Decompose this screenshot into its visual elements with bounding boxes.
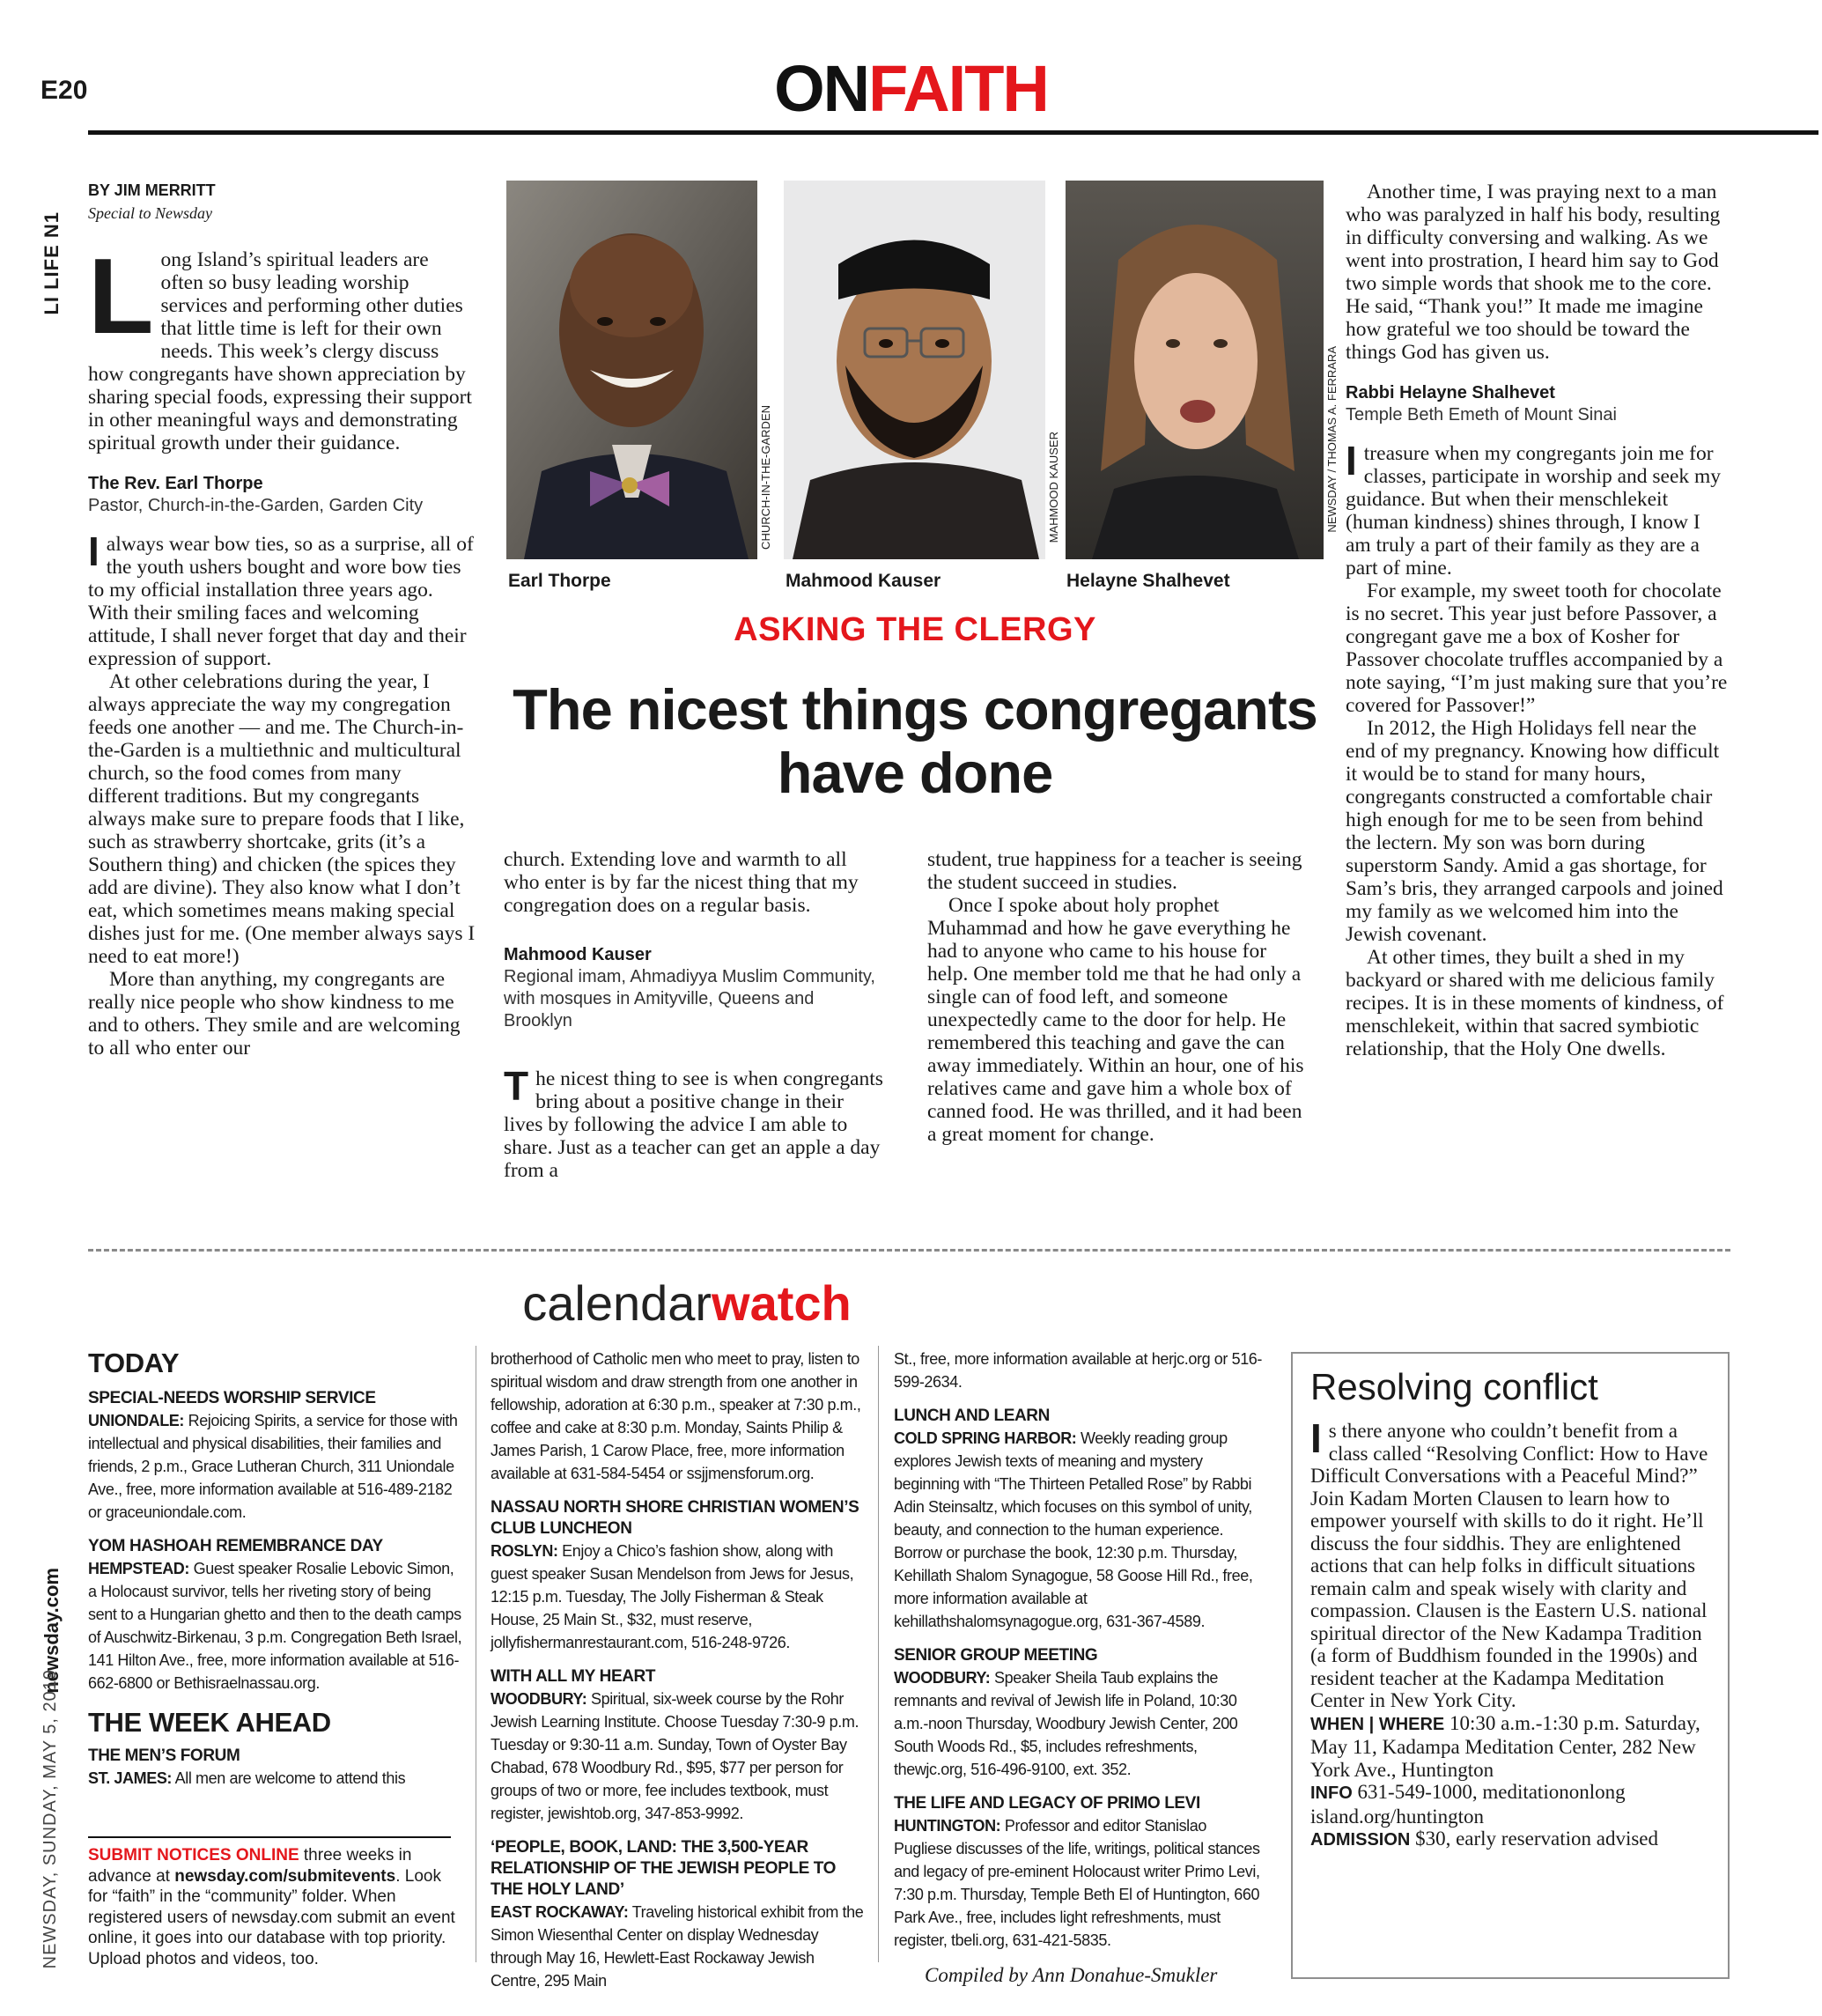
compiled-credit: Compiled by Ann Donahue-Smukler (925, 1964, 1218, 1986)
paragraph: The nicest thing to see is when congregants bring about a positive change in their lives by following the advice I am able to share. Just as a teacher can get an apple a day from a (504, 1063, 883, 1182)
calendar-title-b: watch (712, 1275, 852, 1331)
submit-heading: SUBMIT NOTICES ONLINE (88, 1846, 299, 1865)
section-masthead (0, 52, 1822, 125)
calendar-column-2 (491, 1348, 865, 1992)
submit-link[interactable]: newsday.com/submitevents (174, 1866, 396, 1886)
clergy-role-thorpe: Pastor, Church-in-the-Garden, Garden City (88, 496, 424, 515)
photo-caption: Mahmood Kauser (786, 571, 941, 591)
side-site-label: newsday.com (41, 1568, 63, 1694)
article-column-2 (504, 848, 886, 1182)
event-title: THE LIFE AND LEGACY OF PRIMO LEVI (894, 1794, 1200, 1813)
event-listing: WOODBURY: Spiritual, six-week course by the Rohr Jewish Learning Institute. Choose Tuesday 7:30-9 p.m. Tuesday or 9:30-11 a.m. Sunday, Town of Oyster Bay Chabad, 678 Woodbury Rd., $95, $77 per person for groups of two or more, fee includes textbook, must register, jewishtob.org, 347-853-9992. (491, 1690, 859, 1822)
event-title: LUNCH AND LEARN (894, 1407, 1050, 1425)
masthead-faith: FAITH (868, 52, 1048, 125)
event-title: YOM HASHOAH REMEMBRANCE DAY (88, 1537, 383, 1555)
calendar-column-1 (88, 1346, 462, 1790)
calendar-section-today: TODAY (88, 1348, 180, 1378)
paragraph: For example, my sweet tooth for chocolate is no secret. This year just before Passover, a congregant gave me a box of Kosher for Passover chocolate truffles accompanied by a note saying, “I’m just making sure that you’re covered for Passover!” (1346, 580, 1728, 717)
paragraph: At other times, they built a shed in my backyard or shared with me delicious family recipes. It is in these moments of kindness, of menschlekeit, within that sacred symbiotic relationship, that the Holy One dwells. (1346, 946, 1724, 1060)
column-rule (878, 1346, 879, 1962)
clergy-name-shalhevet: Rabbi Helayne Shalhevet (1346, 383, 1555, 402)
event-title: SPECIAL-NEEDS WORSHIP SERVICE (88, 1389, 376, 1407)
paragraph: More than anything, my congregants are really nice people who show kindness to me and to others. They smile and are welcoming to all who enter our (88, 968, 461, 1060)
paragraph: Once I spoke about holy prophet Muhammad and how he gave everything he had to anyone who came to his house for help. One member told me that he had only a single can of food left, and someone unexpectedly came to the door for help. He remembered this teaching and gave the can away immediately. Within an hour, one of his relatives came and gave him a whole box of canned food. He was thrilled, and it had been a great moment for change. (927, 894, 1304, 1146)
article-kicker: ASKING THE CLERGY (734, 611, 1096, 648)
sidebar-title: Resolving conflict (1310, 1366, 1598, 1407)
event-listing: HEMPSTEAD: Guest speaker Rosalie Lebovic Simon, a Holocaust survivor, tells her riveting story of being sent to a Hungarian ghetto and then to the death camps of Auschwitz-Birkenau, 3 p.m. Congregation Beth Israel, 141 Hilton Ave., free, more information available at 516-662-6800 or Bethisraelnassau.org. (88, 1560, 462, 1692)
article-column-1 (88, 236, 476, 1060)
side-date-label: NEWSDAY, SUNDAY, MAY 5, 2019 (41, 1669, 60, 1969)
sidebar-body (1310, 1415, 1715, 1852)
masthead-on: ON (774, 52, 869, 125)
event-listing: WOODBURY: Speaker Sheila Taub explains the remnants and revival of Jewish life in Poland, 10:30 a.m.-noon Thursday, Woodbury Jewish Center, 200 South Woods Rd., $5, includes refreshments, thewjc.org, 516-496-9100, ext. 352. (894, 1669, 1238, 1778)
event-title: SENIOR GROUP MEETING (894, 1646, 1098, 1665)
sidebar-info: INFO 631-549-1000, meditationonlong island.org/huntington (1310, 1781, 1626, 1828)
event-title: WITH ALL MY HEART (491, 1667, 656, 1686)
sidebar-admission: ADMISSION $30, early reservation advised (1310, 1828, 1658, 1850)
event-listing: brotherhood of Catholic men who meet to pray, listen to spiritual wisdom and draw strength from one another in fellowship, adoration at 6:30 p.m., speaker at 7:30 p.m., coffee and cake at 8:30 p.m. Monday, Saints Philip & James Parish, 1 Carow Place, free, more information available at 631-584-5454 or ssjjmensforum.org. (491, 1350, 861, 1482)
article-column-4 (1346, 181, 1730, 1060)
event-listing: St., free, more information available at herjc.org or 516-599-2634. (894, 1350, 1263, 1391)
calendar-column-3 (894, 1348, 1268, 1952)
clergy-name-thorpe: The Rev. Earl Thorpe (88, 474, 263, 493)
drop-cap: I (1346, 438, 1357, 484)
event-listing: ST. JAMES: All men are welcome to attend this (88, 1769, 406, 1787)
photo-credit: MAHMOOD KAUSER (1047, 432, 1060, 543)
event-listing: COLD SPRING HARBOR: Weekly reading group explores Jewish texts of meaning and mystery beginning with “The Thirteen Petalled Rose” by Rabbi Adin Steinsaltz, which focuses on this symbol of unity, beauty, and connection to the human experience. Borrow or purchase the book, 12:30 p.m. Thursday, Kehillath Shalom Synagogue, 58 Goose Hill Rd., free, more information available at kehillathshalomsynagogue.org, 631-367-4589. (894, 1429, 1253, 1630)
paragraph: I always wear bow ties, so as a surprise, all of the youth ushers bought and wore bow ties to my official installation three years ago. With their smiling faces and welcoming attitude, I shall never forget that day and their expression of support. (88, 528, 474, 670)
side-section-label: LI LIFE N1 (41, 211, 63, 315)
clergy-role-kauser: Regional imam, Ahmadiyya Muslim Community, with mosques in Amityville, Queens and Brooklyn (504, 967, 875, 1030)
photo-helayne-shalhevet (1066, 181, 1324, 559)
drop-cap: T (504, 1063, 529, 1109)
photo-caption: Earl Thorpe (508, 571, 611, 591)
submit-rule (88, 1836, 451, 1838)
photo-earl-thorpe (506, 181, 757, 559)
byline: BY JIM MERRITT (88, 181, 216, 199)
byline-affiliation: Special to Newsday (88, 204, 212, 222)
event-listing: EAST ROCKAWAY: Traveling historical exhibit from the Simon Wiesenthal Center on display Wednesday through May 16, Hewlett-East Rockaway Jewish Centre, 295 Main (491, 1903, 864, 1990)
event-title: NASSAU NORTH SHORE CHRISTIAN WOMEN’S CLUB LUNCHEON (491, 1498, 859, 1538)
photo-credit: NEWSDAY / THOMAS A. FERRARA (1325, 346, 1339, 533)
event-title: ‘PEOPLE, BOOK, LAND: THE 3,500-YEAR RELATIONSHIP OF THE JEWISH PEOPLE TO THE HOLY LAND’ (491, 1838, 837, 1899)
paragraph: In 2012, the High Holidays fell near the end of my pregnancy. Knowing how difficult it would be to stand for many hours, congregants constructed a comfortable chair high enough for me to be seen from behind the lectern. My son was born during superstorm Sandy. Amid a gas shortage, for Sam’s bris, they arranged carpools and joined my family as we welcomed him into the Jewish covenant. (1346, 717, 1723, 946)
event-listing: ROSLYN: Enjoy a Chico’s fashion show, along with guest speaker Susan Mendelson from Jews for Jesus, 12:15 p.m. Tuesday, The Jolly Fisherman & Steak House, 25 Main St., $32, must reserve, jollyfishermanrestaurant.com, 516-248-9726. (491, 1542, 854, 1651)
photo-credit: CHURCH-IN-THE-GARDEN (759, 405, 772, 550)
sidebar-when: WHEN | WHERE 10:30 a.m.-1:30 p.m. Saturday, May 11, Kadampa Meditation Center, 282 New York Ave., Huntington (1310, 1711, 1700, 1781)
page-number: E20 (41, 76, 88, 105)
calendar-title (0, 1275, 1374, 1331)
article-column-3 (927, 848, 1311, 1146)
paragraph: I treasure when my congregants join me for classes, participate in worship and seek my guidance. But when their menschlekeit (human kindness) shines through, I know I am truly a part of their family as they are a part of mine. (1346, 438, 1722, 580)
intro-paragraph: Long Island’s spiritual leaders are often so busy leading worship services and performing other duties that little time is left for their own needs. This week’s clergy discuss how congregants have shown appreciation by sharing special foods, expressing their support in other meaningful ways and demonstrating spiritual growth under their guidance. (88, 236, 472, 454)
paragraph: church. Extending love and warmth to all who enter is by far the nicest thing that my congregation does on a regular basis. (504, 848, 859, 917)
drop-cap: L (88, 236, 154, 356)
event-title: THE MEN’S FORUM (88, 1746, 240, 1765)
clergy-role-shalhevet: Temple Beth Emeth of Mount Sinai (1346, 405, 1617, 425)
event-listing: UNIONDALE: Rejoicing Spirits, a service for those with intellectual and physical disabilities, their families and friends, 2 p.m., Grace Lutheran Church, 311 Uniondale Ave., free, more information available at 516-489-2182 or graceuniondale.com. (88, 1412, 458, 1521)
photo-mahmood-kauser (784, 181, 1045, 559)
header-rule (88, 130, 1818, 135)
photo-caption: Helayne Shalhevet (1066, 571, 1230, 591)
section-divider (88, 1249, 1730, 1252)
paragraph: At other celebrations during the year, I always appreciate the way my congregation feeds one another — and me. The Church-in-the-Garden is a multiethnic and multicultural church, so the food comes from many different traditions. But my congregants always make sure to prepare foods that I like, such as strawberry shortcake, grits (it’s a Southern thing) and chicken (the spices they add are divine). They also know what I don’t eat, which sometimes means making special dishes just for me. (One member always says I need to eat more!) (88, 670, 476, 968)
article-headline: The nicest things congregants have done (513, 677, 1317, 805)
paragraph: student, true happiness for a teacher is seeing the student succeed in studies. (927, 848, 1302, 894)
drop-cap: I (1310, 1415, 1322, 1461)
clergy-name-kauser: Mahmood Kauser (504, 945, 652, 964)
event-listing: HUNTINGTON: Professor and editor Stanislao Pugliese discusses of the life, writings, political stances and legacy of pre-eminent Holocaust writer Primo Levi, 7:30 p.m. Thursday, Temple Beth El of Huntington, 660 Park Ave., free, includes light refreshments, must register, tbeli.org, 631-421-5835. (894, 1817, 1260, 1949)
paragraph: Another time, I was praying next to a man who was paralyzed in half his body, resulting in difficulty conversing and walking. As we went into prostration, I heard him say to God two simple words that shook me to the core. He said, “Thank you!” It made me imagine how grateful we too should be toward the things God has given us. (1346, 181, 1721, 364)
submit-notice: SUBMIT NOTICES ONLINE three weeks in advance at newsday.com/submitevents. Look for “faith” in the “community” folder. When registered users of newsday.com submit an event online, it goes into our database with top priority. Upload photos and videos, too. (88, 1846, 455, 1968)
sidebar-paragraph: Is there anyone who couldn’t benefit from a class called “Resolving Conflict: How to Have Difficult Conversations with a Peaceful Mind?” Join Kadam Morten Clausen to learn how to empower yourself with skills to do it right. He’ll discuss the four siddhis. They are enlightened actions that can help folks in difficult situations remain calm and speak wisely with clarity and compassion. Clausen is the Eastern U.S. national spiritual director of the New Kadampa Tradition (a form of Buddhism founded in the 1990s) and resident teacher at the Kadampa Meditation Center in New York City. (1310, 1415, 1708, 1711)
calendar-title-a: calendar (522, 1275, 712, 1331)
drop-cap: I (88, 528, 100, 574)
calendar-section-week-ahead: THE WEEK AHEAD (88, 1707, 331, 1738)
